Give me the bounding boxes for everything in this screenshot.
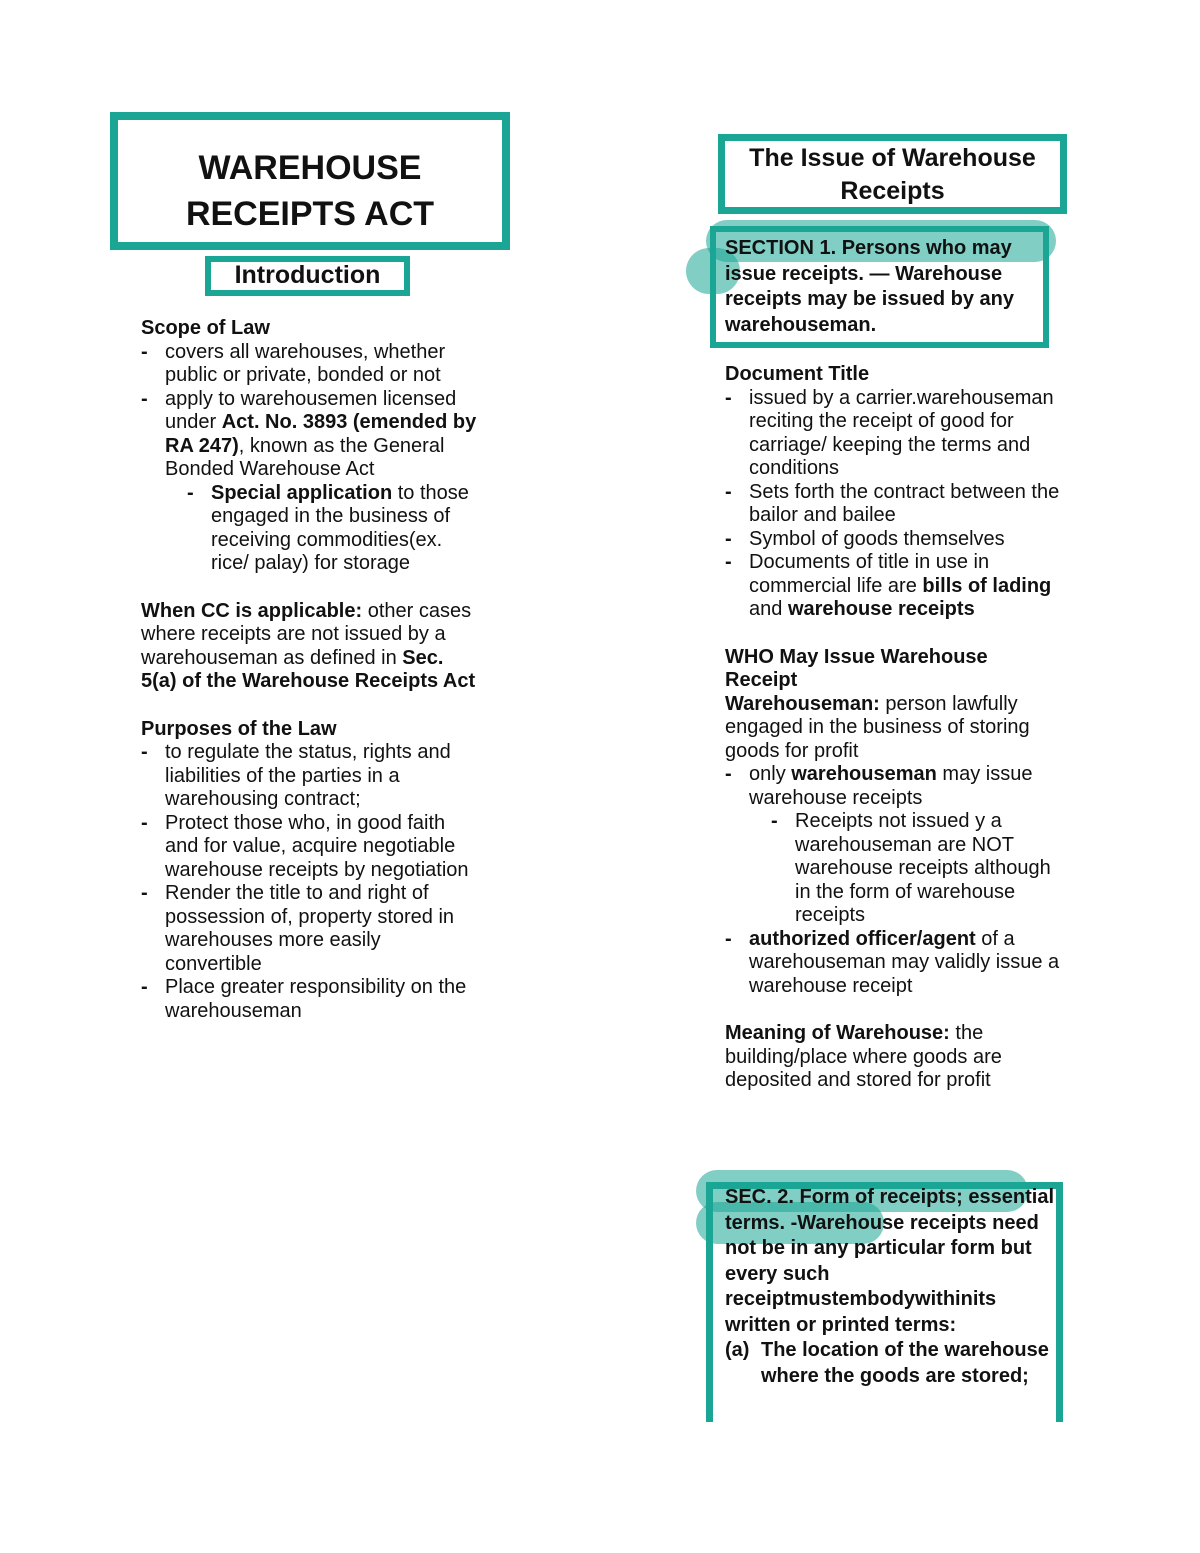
who-b2-post: of a warehouseman may validly issue a warehouse receipt	[749, 927, 1060, 997]
main-title	[110, 145, 510, 237]
who-heading: WHO May Issue Warehouse Receipt	[725, 645, 988, 691]
scope-sub-rest: to those engaged in the business of receiving commodities(ex. rice/ palay) for storage	[211, 481, 469, 574]
doc-title-bullet-2: - Sets forth the contract between the bailor and bailee	[725, 481, 1065, 528]
purposes-bullet-2: - Protect those who, in good faith and for value, acquire negotiable warehouse receipts by negotiation	[141, 812, 481, 883]
who-b1-post: may issue warehouse receipts	[749, 763, 1033, 809]
doc-b4-pre: Documents of title in use in commercial life are	[749, 551, 990, 597]
cc-paragraph	[141, 600, 481, 694]
scope-bullet-1: - covers all warehouses, whether public or private, bonded or not	[141, 341, 481, 388]
introduction-label: Introduction	[234, 261, 381, 289]
who-bullet-2	[725, 928, 1065, 999]
section2-intro: SEC. 2. Form of receipts; essential terms. -Warehouse receipts need not be in any particular form but every such receiptmustembodywithinits written or printed terms:	[725, 1186, 1054, 1336]
section2-item-a	[725, 1338, 1055, 1389]
who-b2-bold: authorized officer/agent	[749, 927, 976, 950]
scope-b2-post: , known as the General Bonded Warehouse Act	[165, 434, 445, 480]
meaning-bold: Meaning of Warehouse:	[725, 1022, 950, 1044]
who-b1-pre: only	[749, 763, 792, 785]
section2-item-a-text: The location of the warehouse where the goods are stored;	[761, 1339, 1049, 1387]
main-title-line1: WAREHOUSE	[198, 149, 422, 187]
scope-b2-bold: Act. No. 3893 (emended by RA 247)	[165, 411, 477, 457]
section2-text	[725, 1185, 1055, 1389]
purposes-bullet-4: - Place greater responsibility on the warehouseman	[141, 976, 481, 1023]
doc-b4-mid: and	[749, 598, 788, 620]
doc-b4-bold1: bills of lading	[922, 574, 1052, 597]
who-b1-bold: warehouseman	[791, 763, 937, 785]
scope-bullet-2	[141, 388, 481, 482]
doc-title-heading: Document Title	[725, 363, 870, 385]
section1-text: SECTION 1. Persons who may issue receipts. — Warehouse receipts may be issued by any warehouseman.	[725, 237, 1015, 336]
cc-bold2: Sec. 5(a) of the Warehouse Receipts Act	[141, 646, 476, 692]
section-title	[718, 142, 1067, 208]
who-def-bold: Warehouseman:	[725, 692, 880, 715]
doc-title-bullet-3: - Symbol of goods themselves	[725, 528, 1065, 552]
meaning-paragraph	[725, 1022, 1065, 1093]
scope-heading: Scope of Law	[141, 317, 270, 339]
cc-bold: When CC is applicable:	[141, 599, 363, 622]
meaning-text: the building/place where goods are deposited and stored for profit	[725, 1022, 1002, 1091]
cc-text: other cases where receipts are not issued by a warehouseman as defined in	[141, 599, 472, 669]
left-column	[141, 317, 481, 1023]
doc-title-bullet-1: - issued by a carrier.warehouseman reciting the receipt of good for carriage/ keeping the terms and conditions	[725, 387, 1065, 481]
purposes-bullet-3: - Render the title to and right of possession of, property stored in warehouses more easily convertible	[141, 882, 481, 976]
scope-b2-pre: apply to warehousemen licensed under	[165, 387, 457, 433]
section-title-line2: Receipts	[840, 177, 945, 205]
section-title-line1: The Issue of Warehouse	[749, 144, 1036, 172]
main-title-line2: RECEIPTS ACT	[185, 195, 435, 233]
section2-box-left	[706, 1182, 713, 1422]
who-def-text: person lawfully engaged in the business of storing goods for profit	[725, 692, 1030, 762]
purposes-bullet-1: - to regulate the status, rights and liabilities of the parties in a warehousing contract;	[141, 741, 481, 812]
who-bullet-1	[725, 763, 1065, 810]
scope-sub-bold: Special application	[211, 481, 393, 504]
doc-title-bullet-4	[725, 551, 1065, 622]
section2-item-a-label: (a)	[725, 1339, 750, 1361]
scope-sub-bullet	[141, 482, 481, 576]
right-column	[725, 363, 1065, 1093]
who-definition	[725, 693, 1065, 764]
section2-box-right	[1056, 1182, 1063, 1422]
purposes-heading: Purposes of the Law	[141, 717, 337, 740]
doc-b4-bold2: warehouse receipts	[787, 598, 975, 620]
who-sub-bullet: - Receipts not issued y a warehouseman are NOT warehouse receipts although in the form of warehouse receipts	[725, 810, 1065, 928]
